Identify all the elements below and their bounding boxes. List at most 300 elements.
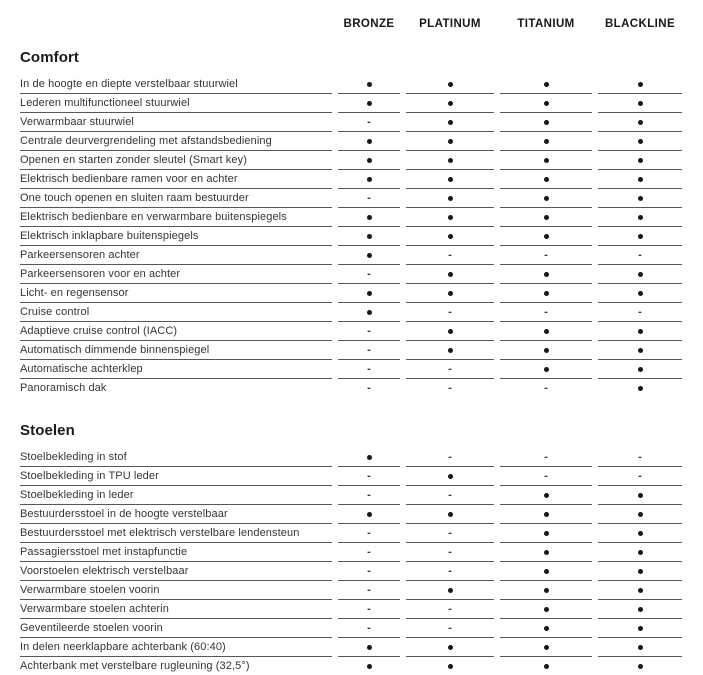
value-cell [598,638,682,657]
value-cell [500,524,592,543]
value-cell [338,75,400,94]
value-cell [500,132,592,151]
value-cell [338,448,400,467]
included-dot-icon [638,607,643,612]
value-cell [500,486,592,505]
table-row [20,581,682,600]
included-dot-icon [367,455,372,460]
value-cell [406,303,494,322]
included-dot-icon [448,664,453,669]
value-cell [406,227,494,246]
included-dot-icon [544,139,549,144]
table-row [20,284,682,303]
value-cell [500,94,592,113]
value-cell [338,619,400,638]
not-available-dash: - [367,116,371,128]
value-cell [500,600,592,619]
value-cell [338,524,400,543]
included-dot-icon [367,215,372,220]
value-cell [338,227,400,246]
included-dot-icon [367,253,372,258]
included-dot-icon [544,626,549,631]
included-dot-icon [448,82,453,87]
feature-name-cell: Parkeersensoren achter [20,246,332,265]
value-cell [500,208,592,227]
table-row [20,543,682,562]
included-dot-icon [448,329,453,334]
included-dot-icon [638,348,643,353]
value-cell [500,543,592,562]
value-cell [598,322,682,341]
value-cell [406,132,494,151]
included-dot-icon [367,177,372,182]
value-cell [406,467,494,486]
included-dot-icon [638,101,643,106]
included-dot-icon [638,177,643,182]
not-available-dash: - [448,306,452,318]
included-dot-icon [638,234,643,239]
column-header-titanium: TITANIUM [517,18,575,30]
feature-name-cell: In de hoogte en diepte verstelbaar stuurwiel [20,75,332,94]
not-available-dash: - [448,451,452,463]
feature-name-cell: Voorstoelen elektrisch verstelbaar [20,562,332,581]
value-cell [598,657,682,675]
feature-name-cell: Verwarmbare stoelen achterin [20,600,332,619]
not-available-dash: - [448,527,452,539]
table-row [20,638,682,657]
included-dot-icon [638,645,643,650]
included-dot-icon [367,645,372,650]
not-available-dash: - [448,603,452,615]
included-dot-icon [638,531,643,536]
value-cell [338,581,400,600]
feature-name-cell: Verwarmbaar stuurwiel [20,113,332,132]
value-cell [406,524,494,543]
included-dot-icon [638,215,643,220]
included-dot-icon [638,569,643,574]
feature-name-cell: Panoramisch dak [20,382,107,394]
value-cell [500,581,592,600]
feature-name-cell: Geventileerde stoelen voorin [20,619,332,638]
table-row [20,189,682,208]
included-dot-icon [448,474,453,479]
included-dot-icon [448,120,453,125]
value-cell [598,284,682,303]
included-dot-icon [544,493,549,498]
value-cell [338,379,400,397]
value-cell [500,448,592,467]
value-cell [338,486,400,505]
included-dot-icon [544,158,549,163]
not-available-dash: - [448,382,452,394]
value-cell [338,132,400,151]
value-cell [338,151,400,170]
not-available-dash: - [367,192,371,204]
included-dot-icon [638,82,643,87]
included-dot-icon [638,550,643,555]
value-cell [500,189,592,208]
included-dot-icon [367,664,372,669]
included-dot-icon [448,512,453,517]
value-cell [598,170,682,189]
not-available-dash: - [544,451,548,463]
feature-name-cell: Stoelbekleding in TPU leder [20,467,332,486]
included-dot-icon [544,645,549,650]
value-cell [406,448,494,467]
not-available-dash: - [448,249,452,261]
table-row [20,113,682,132]
included-dot-icon [448,291,453,296]
value-cell [406,360,494,379]
section-header-row [20,397,682,448]
table-row [20,448,682,467]
included-dot-icon [638,626,643,631]
value-cell [598,448,682,467]
value-cell [338,284,400,303]
value-cell [406,341,494,360]
not-available-dash: - [638,306,642,318]
included-dot-icon [544,291,549,296]
feature-column-header [20,10,332,36]
value-cell [406,265,494,284]
table-row [20,75,682,94]
value-cell [406,94,494,113]
feature-name-cell: Elektrisch bedienbare en verwarmbare buitenspiegels [20,208,332,227]
value-cell [500,265,592,284]
table-row [20,303,682,322]
value-cell [338,543,400,562]
value-cell [500,151,592,170]
value-cell [338,322,400,341]
not-available-dash: - [367,546,371,558]
value-cell [500,360,592,379]
included-dot-icon [367,139,372,144]
value-cell [500,246,592,265]
value-cell [338,189,400,208]
included-dot-icon [367,158,372,163]
not-available-dash: - [448,565,452,577]
table-row [20,151,682,170]
value-cell [406,581,494,600]
included-dot-icon [448,272,453,277]
not-available-dash: - [638,249,642,261]
value-cell [338,265,400,284]
value-cell [406,486,494,505]
value-cell [500,322,592,341]
value-cell [338,94,400,113]
table-row [20,246,682,265]
value-cell [406,505,494,524]
value-cell [500,467,592,486]
included-dot-icon [544,215,549,220]
included-dot-icon [638,664,643,669]
value-cell [500,341,592,360]
included-dot-icon [448,588,453,593]
included-dot-icon [448,158,453,163]
value-cell [406,170,494,189]
feature-name-cell: Lederen multifunctioneel stuurwiel [20,94,332,113]
value-cell [598,303,682,322]
included-dot-icon [638,493,643,498]
not-available-dash: - [367,489,371,501]
included-dot-icon [544,177,549,182]
included-dot-icon [544,531,549,536]
value-cell [338,505,400,524]
value-cell [598,600,682,619]
feature-name-cell: Licht- en regensensor [20,284,332,303]
included-dot-icon [448,645,453,650]
included-dot-icon [544,512,549,517]
value-cell [406,619,494,638]
value-cell [598,227,682,246]
value-cell [598,524,682,543]
not-available-dash: - [367,470,371,482]
not-available-dash: - [544,306,548,318]
value-cell [500,562,592,581]
included-dot-icon [638,158,643,163]
included-dot-icon [448,234,453,239]
not-available-dash: - [367,584,371,596]
table-row [20,94,682,113]
value-cell [598,379,682,397]
included-dot-icon [367,291,372,296]
column-header-bronze: BRONZE [343,18,395,30]
included-dot-icon [448,215,453,220]
included-dot-icon [544,550,549,555]
feature-name-cell: Bestuurdersstoel met elektrisch verstelbare lendensteun [20,524,332,543]
value-cell [406,208,494,227]
table-row [20,341,682,360]
value-cell [598,581,682,600]
feature-name-cell: Achterbank met verstelbare rugleuning (32,5°) [20,660,250,672]
value-cell [406,543,494,562]
not-available-dash: - [367,363,371,375]
included-dot-icon [638,588,643,593]
not-available-dash: - [544,249,548,261]
feature-name-cell: Automatische achterklep [20,360,332,379]
value-cell [338,360,400,379]
included-dot-icon [544,329,549,334]
included-dot-icon [544,569,549,574]
section-title: Stoelen [20,422,75,439]
table-row [20,505,682,524]
value-cell [500,505,592,524]
not-available-dash: - [544,470,548,482]
feature-name-cell: One touch openen en sluiten raam bestuurder [20,189,332,208]
table-row [20,619,682,638]
table-row [20,227,682,246]
feature-name-cell: Automatisch dimmende binnenspiegel [20,341,332,360]
value-cell [598,619,682,638]
value-cell [406,322,494,341]
included-dot-icon [544,82,549,87]
included-dot-icon [448,348,453,353]
value-cell [406,246,494,265]
value-cell [406,657,494,675]
value-cell [598,467,682,486]
not-available-dash: - [367,382,371,394]
not-available-dash: - [367,268,371,280]
trim-comparison-table [14,10,688,675]
included-dot-icon [367,101,372,106]
included-dot-icon [638,196,643,201]
not-available-dash: - [367,565,371,577]
feature-name-cell: Parkeersensoren voor en achter [20,265,332,284]
value-cell [338,113,400,132]
included-dot-icon [544,196,549,201]
value-cell [500,657,592,675]
feature-name-cell: Openen en starten zonder sleutel (Smart key) [20,151,332,170]
table-row [20,467,682,486]
value-cell [500,170,592,189]
table-row [20,657,682,675]
not-available-dash: - [448,622,452,634]
included-dot-icon [544,367,549,372]
included-dot-icon [448,196,453,201]
value-cell [598,132,682,151]
table-row [20,208,682,227]
value-cell [338,467,400,486]
included-dot-icon [448,139,453,144]
column-header-platinum: PLATINUM [419,18,481,30]
table-row [20,322,682,341]
value-cell [338,341,400,360]
value-cell [598,189,682,208]
value-cell [598,341,682,360]
value-cell [500,75,592,94]
value-cell [598,562,682,581]
included-dot-icon [448,177,453,182]
not-available-dash: - [367,527,371,539]
not-available-dash: - [448,489,452,501]
feature-name-cell: Bestuurdersstoel in de hoogte verstelbaar [20,505,332,524]
table-row [20,170,682,189]
value-cell [598,505,682,524]
feature-name-cell: Stoelbekleding in leder [20,486,332,505]
included-dot-icon [638,367,643,372]
feature-name-cell: Cruise control [20,303,332,322]
included-dot-icon [544,234,549,239]
table-row [20,265,682,284]
included-dot-icon [448,101,453,106]
included-dot-icon [544,664,549,669]
included-dot-icon [367,234,372,239]
value-cell [406,75,494,94]
value-cell [338,170,400,189]
value-cell [500,303,592,322]
table-row [20,360,682,379]
not-available-dash: - [544,382,548,394]
value-cell [598,486,682,505]
table-row [20,379,682,397]
included-dot-icon [638,329,643,334]
value-cell [406,562,494,581]
not-available-dash: - [638,470,642,482]
table-row [20,486,682,505]
feature-name-cell: Verwarmbare stoelen voorin [20,581,332,600]
included-dot-icon [638,139,643,144]
not-available-dash: - [448,363,452,375]
column-header-row [20,10,682,36]
not-available-dash: - [367,344,371,356]
table-row [20,600,682,619]
value-cell [338,600,400,619]
included-dot-icon [544,120,549,125]
table-row [20,524,682,543]
included-dot-icon [367,82,372,87]
included-dot-icon [544,272,549,277]
feature-name-cell: Centrale deurvergrendeling met afstandsbediening [20,132,332,151]
not-available-dash: - [367,622,371,634]
included-dot-icon [544,101,549,106]
value-cell [406,113,494,132]
value-cell [598,246,682,265]
value-cell [500,638,592,657]
section-title: Comfort [20,49,80,66]
table-row [20,562,682,581]
not-available-dash: - [638,451,642,463]
value-cell [598,151,682,170]
value-cell [338,657,400,675]
value-cell [500,619,592,638]
value-cell [598,208,682,227]
value-cell [598,543,682,562]
value-cell [500,113,592,132]
included-dot-icon [638,272,643,277]
value-cell [406,379,494,397]
included-dot-icon [544,348,549,353]
included-dot-icon [638,120,643,125]
included-dot-icon [638,386,643,391]
included-dot-icon [544,607,549,612]
value-cell [500,379,592,397]
value-cell [338,562,400,581]
feature-name-cell: Passagiersstoel met instapfunctie [20,543,332,562]
value-cell [406,189,494,208]
value-cell [338,246,400,265]
included-dot-icon [638,291,643,296]
value-cell [598,113,682,132]
column-header-blackline: BLACKLINE [604,18,676,30]
value-cell [406,284,494,303]
value-cell [598,75,682,94]
value-cell [500,227,592,246]
value-cell [406,151,494,170]
included-dot-icon [367,310,372,315]
value-cell [338,303,400,322]
table-row [20,132,682,151]
not-available-dash: - [367,325,371,337]
not-available-dash: - [448,546,452,558]
feature-name-cell: Elektrisch inklapbare buitenspiegels [20,227,332,246]
value-cell [598,94,682,113]
feature-name-cell: In delen neerklapbare achterbank (60:40) [20,638,332,657]
section-header-row [20,36,682,75]
value-cell [338,638,400,657]
value-cell [598,360,682,379]
included-dot-icon [367,512,372,517]
feature-name-cell: Stoelbekleding in stof [20,448,332,467]
value-cell [500,284,592,303]
value-cell [406,638,494,657]
value-cell [338,208,400,227]
included-dot-icon [638,512,643,517]
value-cell [598,265,682,284]
included-dot-icon [544,588,549,593]
value-cell [406,600,494,619]
feature-name-cell: Elektrisch bedienbare ramen voor en achter [20,170,332,189]
not-available-dash: - [367,603,371,615]
